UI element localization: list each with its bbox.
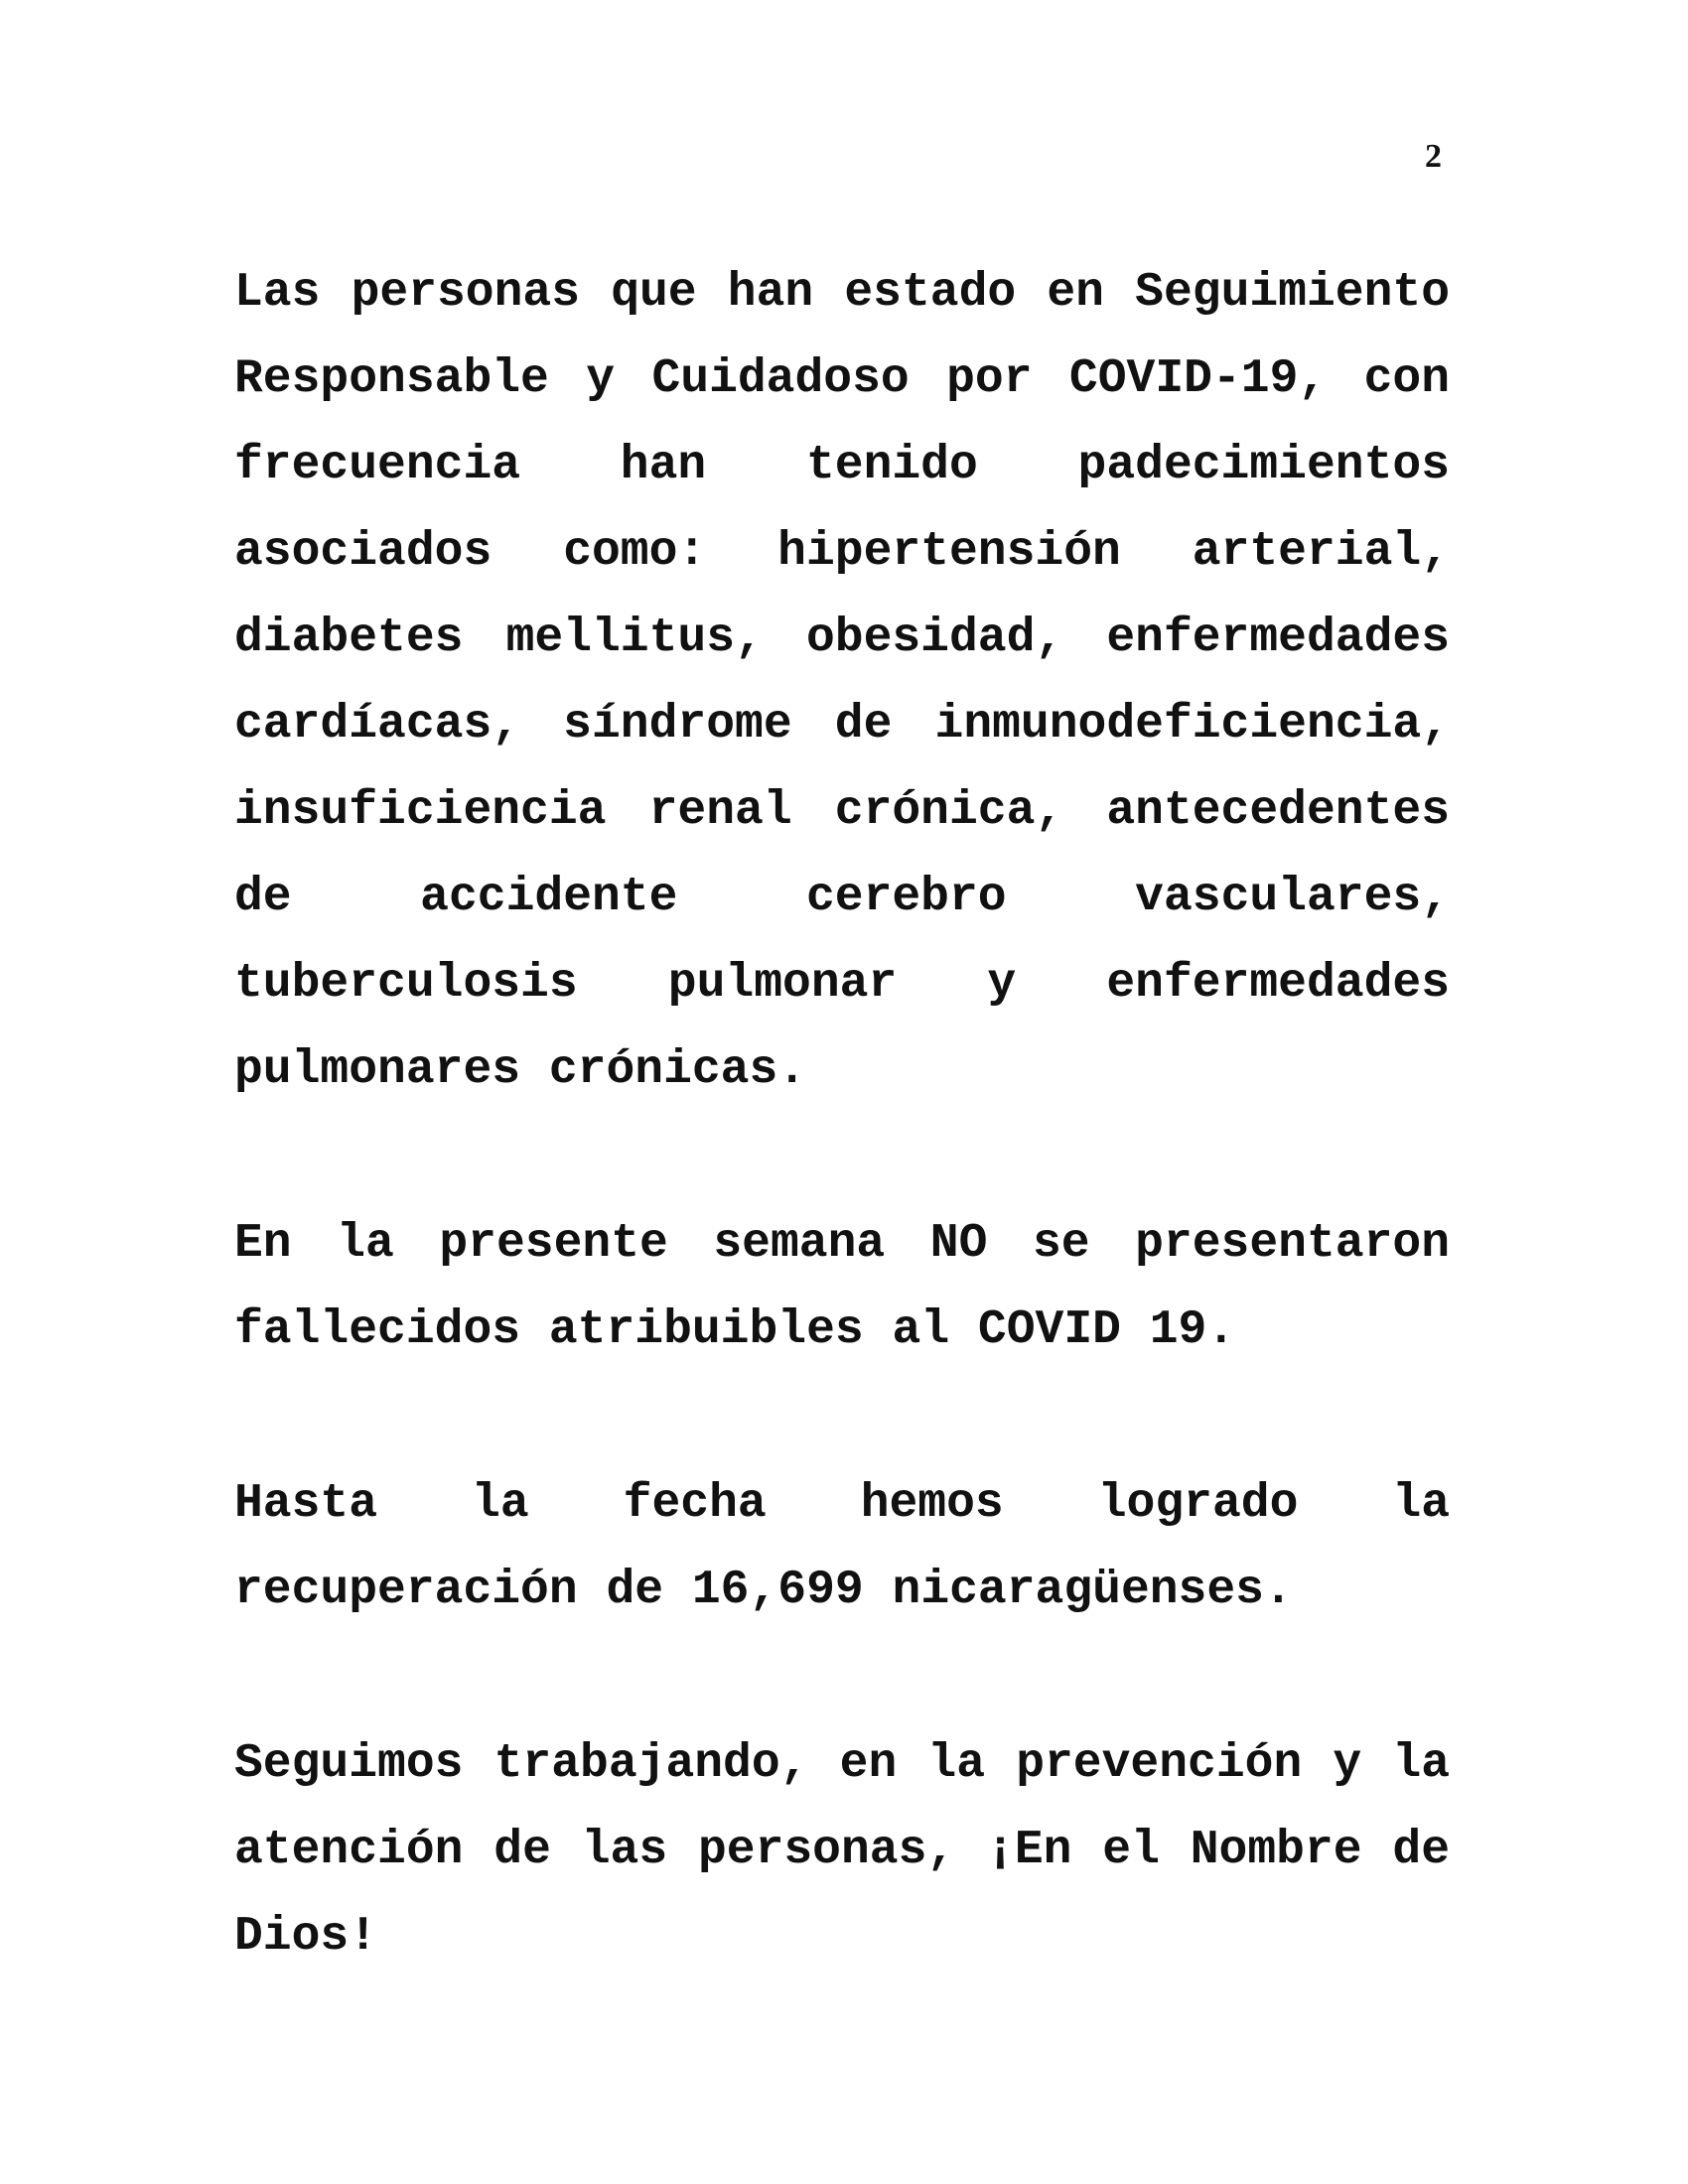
paragraph-deaths: En la presente semana NO se presentaron fallecidos atribuibles al COVID 19. [234, 1217, 1450, 1357]
paragraph-recoveries: Hasta la fecha hemos logrado la recuperación de 16,699 nicaragüenses. [234, 1477, 1450, 1617]
document-body [234, 250, 1450, 2068]
page-number: 2 [1425, 138, 1442, 175]
paragraph-closing: Seguimos trabajando, en la prevención y la atención de las personas, ¡En el Nombre de Dios! [234, 1737, 1450, 1964]
paragraph-comorbidities: Las personas que han estado en Seguimiento Responsable y Cuidadoso por COVID-19, con frecuencia han tenido padecimientos asociados como: hipertensión arterial, diabetes mellitus, obesidad, enfermedades cardíacas, síndrome de inmunodeficiencia, insuficiencia renal crónica, antecedentes de accidente cerebro vasculares, tuberculosis pulmonar y enfermedades pulmonares crónicas. [234, 266, 1450, 1097]
